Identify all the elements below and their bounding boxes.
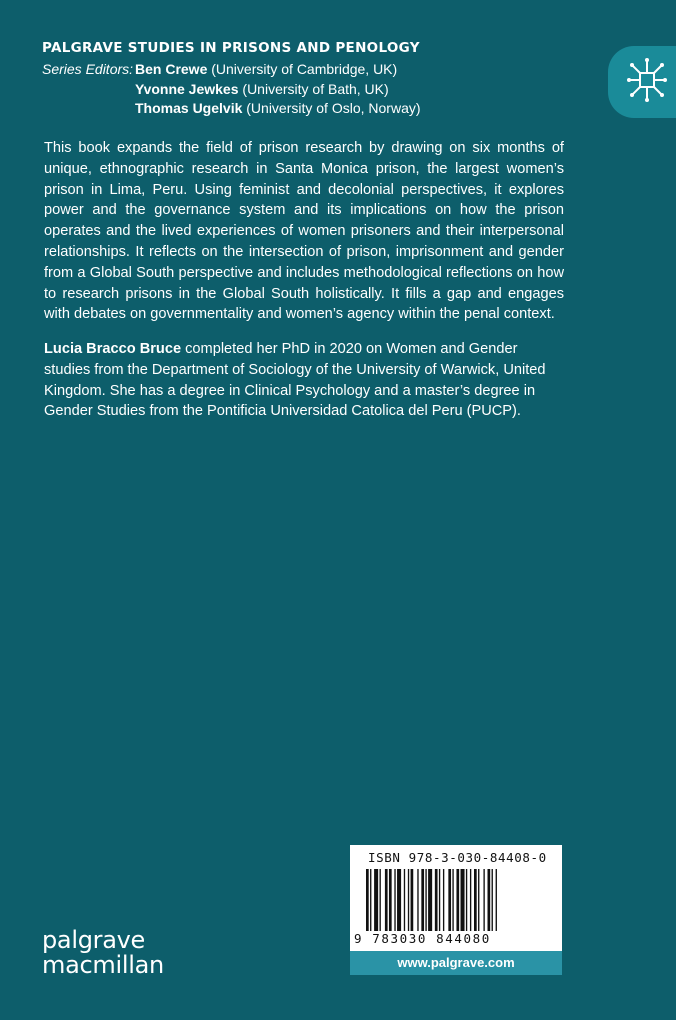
barcode-bar [374, 869, 378, 931]
barcode-bar [448, 869, 451, 931]
barcode-bar [428, 869, 432, 931]
publisher-brand [42, 928, 164, 978]
barcode-bar [470, 869, 471, 931]
editor-name: Thomas Ugelvik [135, 100, 243, 116]
barcode-bar [411, 869, 414, 931]
book-description: This book expands the field of prison research by drawing on six months of unique, ethnographic research in Santa Monica prison, the largest women’s prison in Lima, Peru. Using feminist and decolonial perspectives, it explores power and the governance system and its implications on how the prison operates and the lived experiences of women prisoners and their interpersonal relationships. It reflects on the intersection of prison, imprisonment and gender from a Global South perspective and includes methodological reflections on how to research prisons in the Global South holistically. It fills a gap and engages with debates on governmentality and women’s agency within the penal context. [44, 140, 564, 323]
editor-name: Ben Crewe [135, 61, 208, 77]
palgrave-asterisk-logo-icon [626, 58, 670, 104]
barcode-bar [452, 869, 453, 931]
editor-name: Yvonne Jewkes [135, 80, 239, 97]
barcode-bar [492, 869, 493, 931]
barcode-bar [483, 869, 484, 931]
series-title: PALGRAVE STUDIES IN PRISONS AND PENOLOGY [42, 40, 420, 56]
publisher-logo-badge [608, 46, 676, 118]
barcode-bar [389, 869, 392, 931]
brand-line-macmillan: macmillan [42, 951, 164, 979]
barcode-bar [366, 869, 369, 931]
editor-affiliation: (University of Oslo, Norway) [242, 100, 421, 116]
isbn-barcode [350, 845, 562, 951]
series-editors [42, 60, 421, 119]
barcode-bar [425, 869, 426, 931]
barcode-bar [408, 869, 409, 931]
barcode-bar [397, 869, 401, 931]
barcode-bar [466, 869, 467, 931]
author-name: Lucia Bracco Bruce [44, 341, 182, 357]
editor-affiliation: (University of Bath, UK) [238, 80, 389, 97]
author-bio-text: completed her PhD in 2020 on Women and Gender studies from the Department of Sociology of the University of Warwick, United Kingdom. She has a degree in Clinical Psychology and a master’s degree in Gender Studies from the Pontificia Universidad Catolica del Peru (PUCP). [44, 341, 546, 420]
barcode-bar [478, 869, 479, 931]
author-bio [44, 339, 564, 422]
barcode-bar [496, 869, 497, 931]
brand-line-palgrave: palgrave [42, 926, 145, 954]
editor-affiliation: (University of Cambridge, UK) [207, 61, 398, 77]
barcode-bar [380, 869, 381, 931]
barcode-bar [370, 869, 371, 931]
barcode-bar [439, 869, 440, 931]
barcode-bar [417, 869, 418, 931]
barcode-bars [366, 869, 546, 931]
barcode-digits: 9 783030 844080 [354, 931, 491, 946]
barcode-bar [474, 869, 477, 931]
isbn-label: ISBN 978-3-030-84408-0 [368, 850, 547, 865]
editor-row [42, 99, 421, 119]
barcode-bar [488, 869, 491, 931]
barcode-bar [385, 869, 388, 931]
series-editors-label: Series Editors: [42, 61, 134, 77]
barcode-bar [443, 869, 444, 931]
barcode-bar [456, 869, 459, 931]
publisher-website: www.palgrave.com [350, 951, 562, 975]
barcode-bar [404, 869, 405, 931]
barcode-bar [435, 869, 438, 931]
barcode-bar [394, 869, 395, 931]
barcode-bar [421, 869, 424, 931]
editor-row [42, 60, 421, 80]
editor-row [42, 80, 421, 100]
barcode-bar [461, 869, 465, 931]
